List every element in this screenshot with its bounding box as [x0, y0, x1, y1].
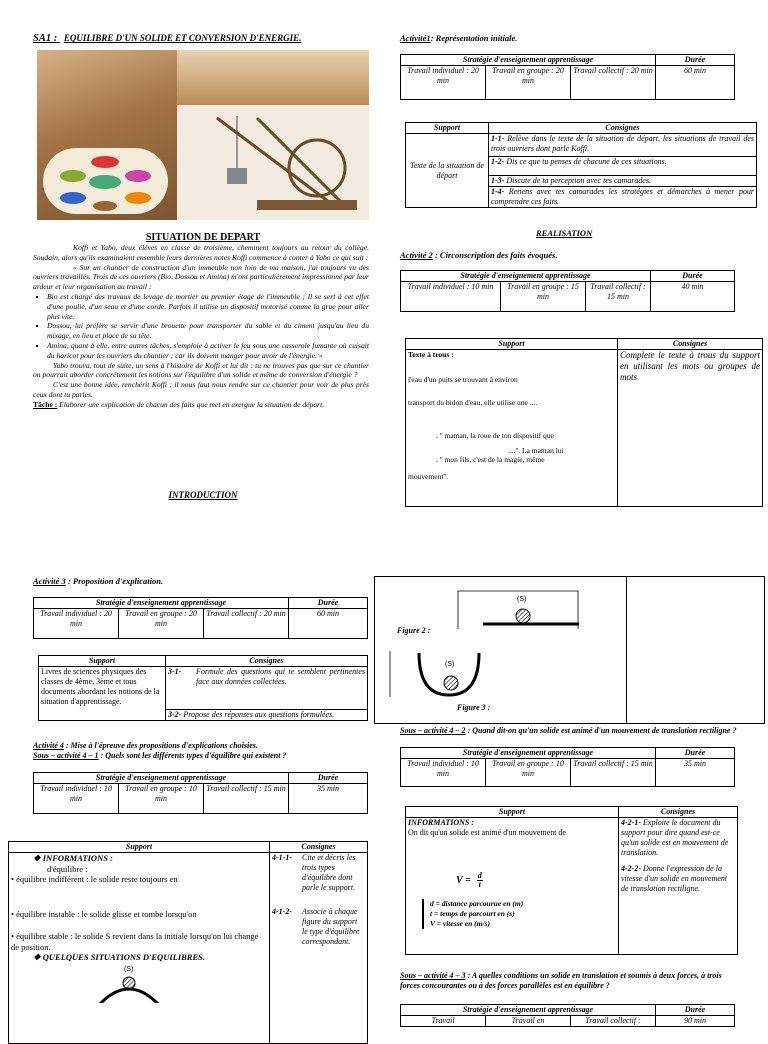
strategy-collectif: Travail collectif : 20 min	[571, 66, 656, 100]
duree-header-2: Durée	[651, 271, 735, 282]
worker-list	[33, 292, 369, 361]
illustration-collage	[37, 50, 369, 220]
activite4-2-consignes	[619, 818, 738, 955]
situation-p1: Koffi et Yabo, deux élèves en classe de troisième, cheminent toujours au retour du collège. Soudain, alors qu'ils examinaient ensemble leurs dernières notes Koffi commence à conter à Yabo ce qui suit :	[33, 243, 369, 262]
trou-line-6: mouvement''.	[408, 472, 448, 481]
consigne-4-2-1-text: Exploite le document du support pour dire quand est-ce qu'un solide est en mouvement de translation.	[621, 818, 729, 857]
sous-activite-4-2-title: : Quand dit-on qu'un solide est animé d'un mouvement de translation rectiligne ?	[467, 726, 737, 735]
situations-title: ❖ QUELQUES SITUATIONS D'EQUILIBRES.	[33, 952, 205, 962]
tache	[33, 400, 369, 410]
figure-2-label: Figure 2 :	[397, 626, 431, 635]
support-header-3: Support	[39, 656, 166, 667]
strategy3-collectif: Travail collectif : 20 min	[204, 609, 289, 639]
situation-heading: SITUATION DE DEPART	[145, 232, 261, 243]
strategy2-duree: 40 min	[651, 282, 735, 312]
activite1-support: Texte de la situation de départ	[406, 134, 489, 208]
activite4-label: Activité 4	[33, 741, 64, 750]
trou-line-1: l'eau d'un puits se trouvant à environ	[408, 375, 518, 384]
consignes-header: Consignes	[489, 123, 757, 134]
figure-2-s-label: (S)	[517, 596, 527, 603]
consigne-4-1-2	[272, 907, 365, 947]
strategy5-duree: 35 min	[656, 759, 735, 787]
duree-header-3: Durée	[289, 598, 368, 609]
texte-a-trous-label: Texte à trous :	[408, 350, 454, 359]
figure-2	[457, 589, 579, 639]
trou-line-2: transport du bidon d'eau, elle utilise une ....	[408, 398, 538, 407]
worker-dossou: ▪ Dossou, lui préfère se servir d'une brouette pour transporter du sable et du ciment jusqu'au lieu du mixage, en lieu et place de sa tête.	[47, 321, 369, 341]
strategy-title: Stratégie d'enseignement apprentissage	[401, 55, 656, 66]
consigne-1-3	[489, 176, 757, 187]
eq-instable: • équilibre instable : le solide glisse et tombe lorsqu'on	[11, 908, 197, 919]
activite3-heading	[33, 576, 163, 586]
consigne-4-1-1-text: Cite et décris les trois types d'équilibre dont parle le support.	[302, 853, 356, 892]
info-title: ❖ INFORMATIONS :	[33, 853, 113, 863]
figure-3	[389, 651, 509, 697]
figure-3-s-label: (S)	[445, 661, 455, 668]
info-title-text: INFORMATIONS :	[42, 853, 113, 863]
strategy-title-4: Stratégie d'enseignement apprentissage	[34, 773, 289, 784]
figure-1-s-label: (S)	[124, 965, 134, 973]
consigne-4-1-2-text: Associe à chaque figure du support le type d'équilibre correspondant.	[302, 907, 360, 946]
energy-diagram-shapes	[43, 148, 168, 214]
strategy6-individuel: Travail	[401, 1016, 486, 1027]
activite2-strategy-table	[400, 270, 735, 312]
activite4-1-strategy-table	[33, 772, 368, 814]
legend-d: d = distance parcourue en (m)	[430, 899, 524, 908]
info2-title: INFORMATIONS :	[408, 818, 475, 827]
activite3-strategy-table	[33, 597, 368, 639]
strategy6-duree: 90 min	[656, 1016, 735, 1027]
formula-fraction	[477, 872, 483, 889]
activite1-heading	[400, 33, 517, 43]
sous-activite-4-1-title: : Quels sont les différents types d'équilibre qui existent ?	[100, 751, 287, 760]
page-header	[33, 33, 301, 44]
sous-activite-4-3-heading	[400, 971, 740, 991]
sa-label: SA1 :	[33, 33, 58, 44]
consigne-1-4	[489, 187, 757, 208]
consigne-1-1-text: Relève dans le texte de la situation de départ, les situations de travail des trois ouvriers dont parle Koffi.	[491, 134, 755, 153]
activite3-label: Activité 3	[33, 576, 66, 586]
activite2-support-table	[405, 338, 763, 507]
strategy3-individuel: Travail individuel : 20 min	[34, 609, 119, 639]
sous-activite-4-3-title: : A quelles conditions un solide en translation et soumis à deux forces, à trois forces concourantes ou à des forces parallèles est en équilibre ?	[400, 971, 722, 990]
situation-p3: Yabo trouva, tout de suite, un sens à l'histoire de Koffi et lui dit : tu ne trouves pas que sur ce chantier on pourrait aborder concrètement les notions sur l'équilibre d'un solide et même de conversion d'énergie ?	[33, 360, 369, 380]
tache-text: Elaborer une explication de chacun des faits que met en exergue la situation de départ.	[59, 399, 325, 409]
consigne-3-2	[166, 710, 368, 721]
consigne-4-2-1-num: 4-2-1-	[621, 818, 641, 827]
consignes-header-3: Consignes	[166, 656, 368, 667]
consigne-1-2-text: Dis ce que tu penses de chacune de ces situations.	[506, 157, 667, 166]
duree-header-5: Durée	[656, 748, 735, 759]
consigne-1-4-text: Retiens avec tes camarades les stratégies et démarches à mener pour comprendre ces faits.	[491, 187, 754, 206]
consignes-header-5: Consignes	[619, 807, 738, 818]
figure-3-shapes	[389, 651, 509, 697]
legend-v: V = vitesse en (m/s)	[430, 919, 490, 928]
activite1-label: Activité1	[400, 33, 431, 43]
duree-header: Durée	[656, 55, 735, 66]
strategy-title-6: Stratégie d'enseignement apprentissage	[401, 1005, 656, 1016]
formula-legend	[422, 899, 616, 929]
strategy2-groupe: Travail en groupe : 15 min	[501, 282, 586, 312]
formula-d: d	[477, 871, 482, 880]
activite4-1-support-table	[8, 841, 368, 1044]
consigne-1-4-num: 1-4-	[491, 187, 505, 196]
figures-divider	[626, 577, 627, 723]
info2-text: On dit qu'un solide est animé d'un mouvement de	[408, 828, 566, 837]
consigne-4-2-2	[621, 864, 735, 894]
support-header: Support	[406, 123, 489, 134]
equilibre-info	[9, 853, 270, 1044]
sous-activite-4-2-heading	[400, 726, 740, 736]
situations-title-text: QUELQUES SITUATIONS D'EQUILIBRES.	[42, 952, 205, 962]
strategy4-groupe: Travail en groupe : 10 min	[119, 784, 204, 814]
strategy-individuel: Travail individuel : 20 min	[401, 66, 486, 100]
duree-header-4: Durée	[289, 773, 368, 784]
strategy4-individuel: Travail individuel : 10 min	[34, 784, 119, 814]
workers-photo	[177, 50, 369, 105]
situation-text	[33, 243, 369, 410]
strategy-title-2: Stratégie d'enseignement apprentissage	[401, 271, 651, 282]
situation-p4: C'est une bonne idée, renchérit Koffi ; il nous faut nous rendre sur ce chantier pour voir de plus près ceux dont tu parles.	[33, 380, 369, 399]
consigne-1-3-num: 1-3-	[491, 176, 505, 185]
strategy2-individuel: Travail individuel : 10 min	[401, 282, 501, 312]
crane-drawing	[197, 108, 367, 220]
strategy5-individuel: Travail individuel : 10 min	[401, 759, 486, 787]
strategy5-collectif: Travail collectif : 15 min	[571, 759, 656, 787]
strategy5-groupe: Travail en groupe : 10 min	[486, 759, 571, 787]
figure-1-shapes	[11, 963, 267, 1003]
trou-line-4: ....''. La maman lui	[508, 446, 564, 455]
situation-p2: « Sur un chantier de construction d'un immeuble non loin de ma maison, j'ai toujours vu des ouvriers travaillés. Trois de ces ouvriers (Bio, Dossou et Amina) m'ont particulièrement impressionné par leur ardeur et leur organisation au travail :	[33, 262, 369, 292]
eq-indifferent: • équilibre indifférent : le solide reste toujours en	[11, 874, 178, 884]
consigne-1-3-text: Discute de ta perception avec tes camarades.	[506, 176, 652, 185]
introduction-heading: INTRODUCTION	[168, 490, 238, 500]
activite2-consigne: Complete le texte à trous du support en utilisant les mots ou groupes de mots	[618, 350, 763, 507]
sous-activite-4-2-label: Sous – activité 4 – 2	[400, 726, 466, 735]
consigne-1-2-num: 1-2-	[491, 157, 505, 166]
consigne-4-2-1	[621, 818, 735, 858]
activite4-2-support-table	[405, 806, 738, 955]
formula-t: t	[478, 880, 481, 889]
speed-formula	[456, 872, 616, 889]
consigne-4-2-2-text: Donne l'expression de la vitesse d'un solide en mouvement de translation rectiligne.	[621, 864, 728, 893]
crane-shapes	[197, 108, 367, 220]
worker-amina: ▪ Amina, quant à elle, entre autres tâches, s'emploie à activer le feu sous une casserole fumante où cuisait du haricot pour les ouvriers du chantier ; car ils doivent manger pour avoir de l'énergie. »	[47, 341, 369, 361]
strategy3-duree: 60 min	[289, 609, 368, 639]
strategy-title-3: Stratégie d'enseignement apprentissage	[34, 598, 289, 609]
activite4-title: : Mise à l'épreuve des propositions d'explications choisies.	[65, 741, 258, 750]
consigne-3-1-text: Formule des questions qui te semblent pertinentes face aux données collectées.	[194, 667, 368, 710]
consigne-3-2-num: 3-2-	[168, 710, 182, 719]
activite1-strategy-table	[400, 54, 735, 100]
duree-header-6: Durée	[656, 1005, 735, 1016]
activite3-title: : Proposition d'explication.	[67, 576, 164, 586]
consignes-header-4: Consignes	[270, 842, 368, 853]
legend-t: t = temps de parcourt en (s)	[430, 909, 515, 918]
consigne-1-1	[489, 134, 757, 157]
strategy6-groupe: Travail en	[486, 1016, 571, 1027]
tache-label: Tâche :	[33, 399, 58, 409]
trou-line-5: : '' mon fils, c'est de la magie, même	[436, 455, 545, 464]
consigne-4-1-2-num: 4-1-2-	[272, 907, 292, 916]
strategy3-groupe: Travail en groupe : 20 min	[119, 609, 204, 639]
consigne-1-2	[489, 157, 757, 176]
support-header-2: Support	[406, 339, 618, 350]
consigne-4-2-2-num: 4-2-2-	[621, 864, 641, 873]
strategy6-collectif: Travail collectif :	[571, 1016, 656, 1027]
activite4-2-strategy-table	[400, 747, 735, 787]
support-header-5: Support	[406, 807, 619, 818]
consigne-4-1-1	[272, 853, 365, 893]
support-header-4: Support	[9, 842, 270, 853]
activite4-1-consignes	[270, 853, 368, 1044]
consignes-header-2: Consignes	[618, 339, 763, 350]
activite3-support-table	[38, 655, 368, 721]
realisation-heading: REALISATION	[536, 228, 593, 238]
consigne-4-1-1-num: 4-1-1-	[272, 853, 292, 862]
sa-title: EQUILIBRE D'UN SOLIDE ET CONVERSION D'ENERGIE.	[63, 33, 302, 43]
strategy-duree: 60 min	[656, 66, 735, 100]
strategy-title-5: Stratégie d'enseignement apprentissage	[401, 748, 656, 759]
consigne-3-2-text: Propose des réponses aux questions formulées.	[183, 710, 335, 719]
worker-bio: ▪ Bio est chargé des travaux de levage de mortier au premier étage de l'immeuble ; Il se sert à cet effet d'une poulie, d'un seau et d'une corde. Parfois il utilise un dispositif motorisé comme la grue pour aller plus vite.	[47, 292, 369, 321]
energy-diagram	[43, 148, 168, 214]
figure-1	[11, 963, 267, 1003]
figure-3-label: Figure 3 :	[457, 703, 491, 712]
consigne-3-1-num: 3-1-	[166, 667, 195, 710]
activite1-title: : Représentation initiale.	[430, 33, 518, 43]
activite1-support-table	[405, 122, 757, 208]
info-sub: d'équilibre :	[47, 863, 88, 874]
sous-activite-4-1-label: Sous – activité 4 – 1	[33, 751, 99, 760]
texte-a-trous	[406, 350, 618, 507]
strategy4-collectif: Travail collectif : 15 min	[204, 784, 289, 814]
activite2-label: Activité 2	[400, 250, 433, 260]
consigne-1-1-num: 1-1-	[491, 134, 505, 143]
figures-box	[374, 576, 765, 724]
translation-info	[406, 818, 619, 955]
trou-line-3: : '' maman, la roue de ton dispositif que	[436, 431, 554, 440]
strategy4-duree: 35 min	[289, 784, 368, 814]
activite4-heading	[33, 741, 368, 761]
strategy-groupe: Travail en groupe : 20 min	[486, 66, 571, 100]
activite3-support: Livres de sciences physiques des classes de 4ème, 3ème et tous documents abordant les notions de la situation d'apprentissage.	[39, 667, 166, 721]
eq-stable: • équilibre stable : le solide S revient dans la initiale lorsqu'on lui change de position.	[11, 931, 259, 952]
sous-activite-4-3-label: Sous – activité 4 – 3	[400, 971, 466, 980]
activite2-heading	[400, 250, 557, 260]
activite2-title: : Circonscription des faits évoqués.	[434, 250, 558, 260]
formula-v: V =	[456, 874, 471, 886]
strategy2-collectif: Travail collectif : 15 min	[586, 282, 651, 312]
